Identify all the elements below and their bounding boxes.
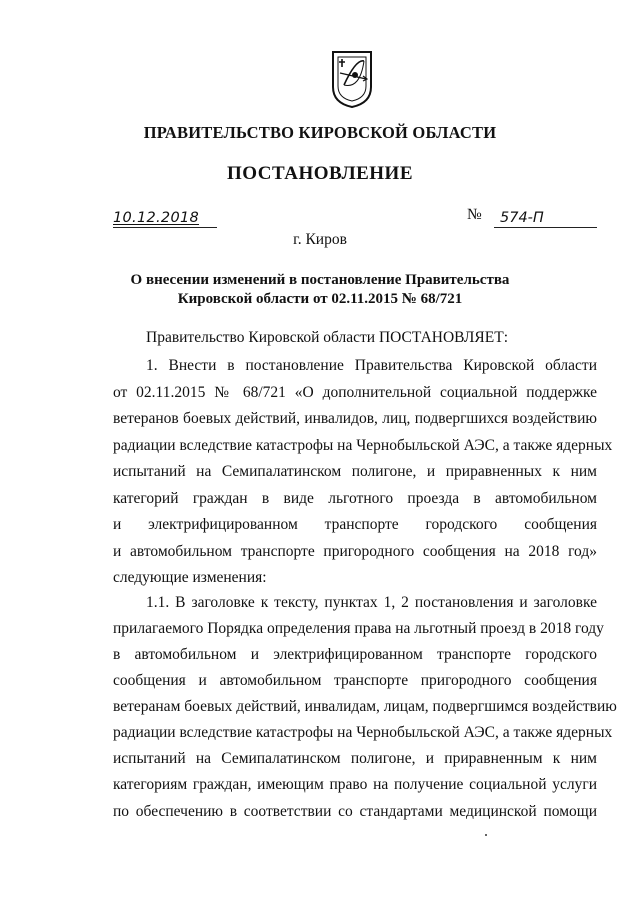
subject-line: О внесении изменений в постановление Правительства bbox=[130, 272, 510, 288]
paragraph-2-line: прилагаемого Порядка определения права на льготный проезд в 2018 году bbox=[113, 620, 604, 637]
document-type: ПОСТАНОВЛЕНИЕ bbox=[226, 163, 414, 184]
handwritten-number: 574-П bbox=[500, 210, 544, 226]
paragraph-1-line: от 02.11.2015 № 68/721 «О дополнительной социальной поддержке bbox=[113, 384, 597, 401]
subject-line: Кировской области от 02.11.2015 № 68/721 bbox=[177, 291, 463, 307]
paragraph-2-line: 1.1. В заголовке к тексту, пунктах 1, 2 постановления и заголовке bbox=[146, 594, 597, 611]
paragraph-2-line: сообщения и автомобильном транспорте пригородного сообщения bbox=[113, 672, 597, 689]
paragraph-1-line: следующие изменения: bbox=[113, 569, 267, 586]
number-sign: № bbox=[467, 206, 482, 223]
paragraph-2-line: радиации вследствие катастрофы на Чернобыльской АЭС, а также ядерных bbox=[113, 724, 613, 741]
handwritten-date: 10.12.2018 bbox=[113, 210, 200, 226]
paragraph-2-line: категориям граждан, имеющим право на получение социальной услуги bbox=[113, 776, 597, 793]
paragraph-1-line: ветеранов боевых действий, инвалидов, лиц, подвергшихся воздействию bbox=[113, 410, 597, 427]
intro-text: Правительство Кировской области ПОСТАНОВЛЯЕТ: bbox=[146, 329, 509, 346]
paragraph-1-line: 1. Внести в постановление Правительства Кировской области bbox=[146, 357, 597, 374]
kirov-coat-of-arms-icon bbox=[330, 49, 374, 109]
government-name: ПРАВИТЕЛЬСТВО КИРОВСКОЙ ОБЛАСТИ bbox=[143, 123, 497, 142]
scan-speck bbox=[485, 834, 487, 836]
paragraph-1-line: и электрифицированном транспорте городского сообщения bbox=[113, 516, 597, 533]
paragraph-2-line: в автомобильном и электрифицированном транспорте городского bbox=[113, 646, 597, 663]
paragraph-1-line: и автомобильном транспорте пригородного сообщения на 2018 год» bbox=[113, 543, 597, 560]
number-field bbox=[494, 205, 597, 228]
paragraph-2-line: ветеранам боевых действий, инвалидам, лицам, подвергшимся воздействию bbox=[113, 698, 617, 715]
paragraph-2-line: по обеспечению в соответствии со стандартами медицинской помощи bbox=[113, 803, 597, 820]
paragraph-1-line: радиации вследствие катастрофы на Чернобыльской АЭС, а также ядерных bbox=[113, 437, 613, 454]
paragraph-1-line: категорий граждан в виде льготного проезда в автомобильном bbox=[113, 490, 597, 507]
paragraph-2-line: испытаний на Семипалатинском полигоне, и приравненным к ним bbox=[113, 750, 597, 767]
paragraph-1-line: испытаний на Семипалатинском полигоне, и приравненных к ним bbox=[113, 463, 597, 480]
date-field bbox=[113, 205, 217, 228]
decree-subject bbox=[0, 271, 640, 309]
city: г. Киров bbox=[293, 231, 347, 248]
